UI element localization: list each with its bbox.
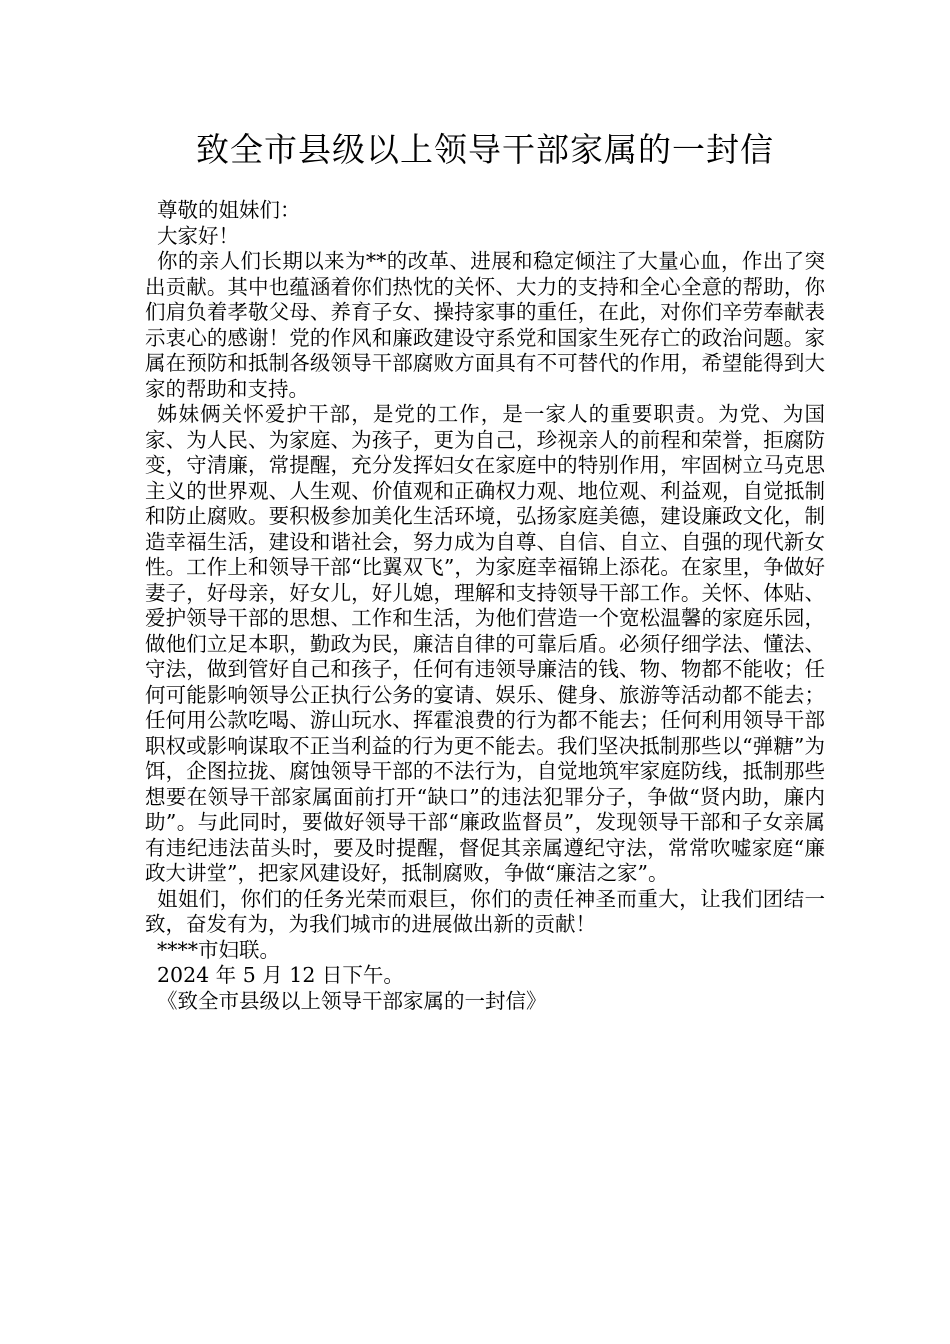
signature: ****市妇联。 — [157, 937, 280, 962]
body-paragraph-3: 姐姐们，你们的任务光荣而艰巨，你们的责任神圣而重大，让我们团结一致，奋发有为，为我们城市的进展做出新的贡献！ — [145, 886, 825, 936]
greeting: 大家好！ — [157, 223, 239, 248]
date-line: 2024 年 5 月 12 日下午。 — [157, 963, 404, 987]
body-paragraph-1: 你的亲人们长期以来为**的改革、进展和稳定倾注了大量心血，作出了突出贡献。其中也蕴涵着你们热忱的关怀、大力的支持和全心全意的帮助，你们肩负着孝敬父母、养育子女、操持家事的重任，在此，对你们辛劳奉献表示衷心的感谢！党的作风和廉政建设守系党和国家生死存亡的政治问题。家属在预防和抵制各级领导干部腐败方面具有不可替代的作用，希望能得到大家的帮助和支持。 — [145, 249, 825, 401]
document-title: 致全市县级以上领导干部家属的一封信 — [196, 130, 774, 169]
closing-title: 《致全市县级以上领导干部家属的一封信》 — [157, 988, 547, 1013]
body-paragraph-2: 姊妹俩关怀爱护干部，是党的工作，是一家人的重要职责。为党、为国家、为人民、为家庭、为孩子，更为自己，珍视亲人的前程和荣誉，拒腐防变，守清廉，常提醒，充分发挥妇女在家庭中的特别作用，牢固树立马克思主义的世界观、人生观、价值观和正确权力观、地位观、利益观，自觉抵制和防止腐败。要积极参加美化生活环境，弘扬家庭美德，建设廉政文化，制造幸福生活，建设和谐社会，努力成为自尊、自信、自立、自强的现代新女性。工作上和领导干部“比翼双飞”，为家庭幸福锦上添花。在家里，争做好妻子，好母亲，好女儿，好儿媳，理解和支持领导干部工作。关怀、体贴、爱护领导干部的思想、工作和生活，为他们营造一个宽松温馨的家庭乐园，做他们立足本职，勤政为民，廉洁自律的可靠后盾。必须仔细学法、懂法、守法，做到管好自己和孩子，任何有违领导廉洁的钱、物、物都不能收；任何可能影响领导公正执行公务的宴请、娱乐、健身、旅游等活动都不能去；任何用公款吃喝、游山玩水、挥霍浪费的行为都不能去；任何利用领导干部职权或影响谋取不正当利益的行为更不能去。我们坚决抵制那些以“弹糖”为饵，企图拉拢、腐蚀领导干部的不法行为，自觉地筑牢家庭防线，抵制那些想要在领导干部家属面前打开“缺口”的违法犯罪分子，争做“贤内助，廉内助”。与此同时，要做好领导干部“廉政监督员”，发现领导干部和子女亲属有违纪违法苗头时，要及时提醒，督促其亲属遵纪守法，常常吹嘘家庭“廉政大讲堂”，把家风建设好，抵制腐败，争做“廉洁之家”。 — [145, 402, 825, 885]
salutation: 尊敬的姐妹们： — [157, 198, 301, 222]
document-page — [145, 128, 825, 1014]
